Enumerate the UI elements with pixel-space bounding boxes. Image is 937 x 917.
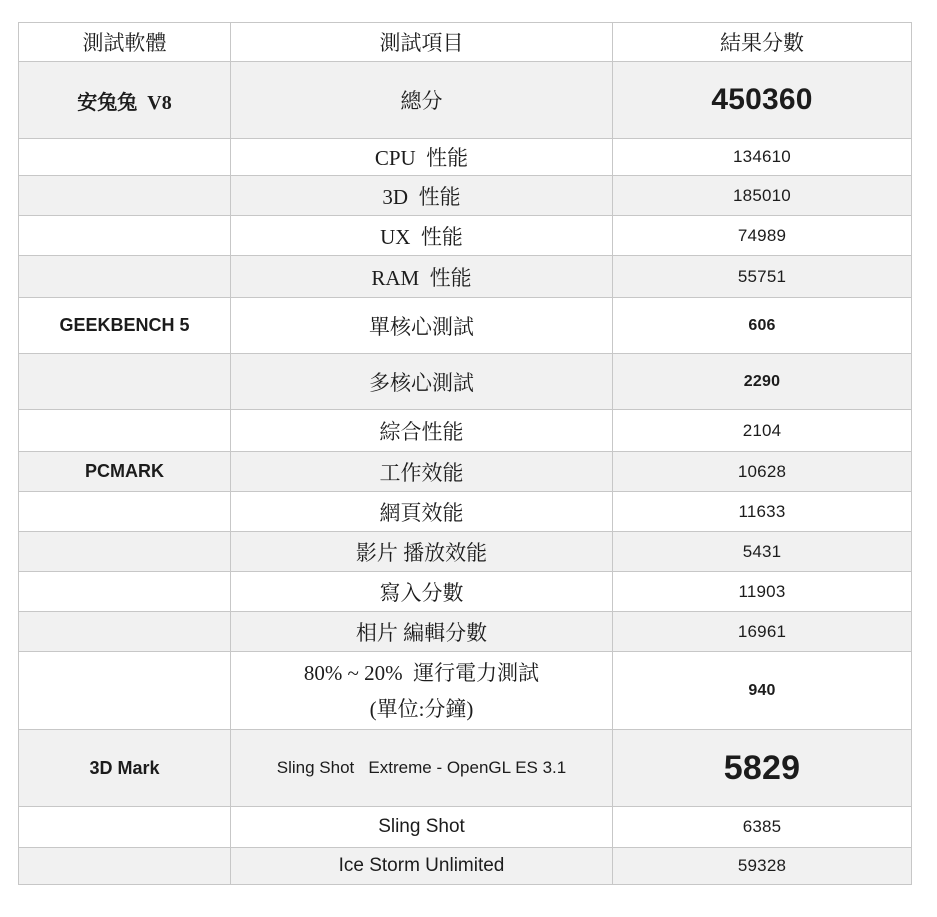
table-row xyxy=(19,572,912,612)
table-row xyxy=(19,410,912,452)
software-cell xyxy=(19,807,231,848)
item-cell: 3D 性能 xyxy=(231,176,613,216)
score-cell: 59328 xyxy=(613,848,912,885)
score-cell: 11633 xyxy=(613,492,912,532)
software-cell: PCMARK xyxy=(19,452,231,492)
software-cell xyxy=(19,652,231,730)
item-cell: Sling Shot Extreme - OpenGL ES 3.1 xyxy=(231,730,613,807)
software-cell xyxy=(19,612,231,652)
table-body xyxy=(19,62,912,885)
software-cell xyxy=(19,216,231,256)
table-row xyxy=(19,452,912,492)
score-cell: 940 xyxy=(613,652,912,730)
item-cell: 網頁效能 xyxy=(231,492,613,532)
item-cell: 單核心測試 xyxy=(231,298,613,354)
table-row xyxy=(19,256,912,298)
item-cell: Ice Storm Unlimited xyxy=(231,848,613,885)
table-row xyxy=(19,492,912,532)
software-cell xyxy=(19,176,231,216)
benchmark-table xyxy=(18,22,912,885)
table-row xyxy=(19,354,912,410)
software-cell: 安兔兔 V8 xyxy=(19,62,231,139)
item-cell: 相片 編輯分數 xyxy=(231,612,613,652)
software-cell xyxy=(19,354,231,410)
score-cell: 74989 xyxy=(613,216,912,256)
item-cell: RAM 性能 xyxy=(231,256,613,298)
benchmark-results-table xyxy=(18,22,912,885)
software-cell xyxy=(19,410,231,452)
score-cell: 5431 xyxy=(613,532,912,572)
item-cell: CPU 性能 xyxy=(231,139,613,176)
table-row xyxy=(19,652,912,730)
software-cell: GEEKBENCH 5 xyxy=(19,298,231,354)
table-row xyxy=(19,62,912,139)
table-row xyxy=(19,139,912,176)
score-cell: 2104 xyxy=(613,410,912,452)
item-line-2: (單位:分鐘) xyxy=(369,696,474,721)
column-header-software: 測試軟體 xyxy=(19,23,231,62)
software-cell xyxy=(19,139,231,176)
item-cell: Sling Shot xyxy=(231,807,613,848)
score-cell: 5829 xyxy=(613,730,912,807)
score-cell: 185010 xyxy=(613,176,912,216)
item-cell: 影片 播放效能 xyxy=(231,532,613,572)
table-row xyxy=(19,730,912,807)
header-row xyxy=(19,23,912,62)
software-cell xyxy=(19,492,231,532)
column-header-item: 測試項目 xyxy=(231,23,613,62)
score-cell: 55751 xyxy=(613,256,912,298)
score-cell: 11903 xyxy=(613,572,912,612)
software-cell: 3D Mark xyxy=(19,730,231,807)
software-cell xyxy=(19,572,231,612)
column-header-score: 結果分數 xyxy=(613,23,912,62)
score-cell: 134610 xyxy=(613,139,912,176)
item-cell xyxy=(231,652,613,730)
item-cell: 多核心測試 xyxy=(231,354,613,410)
software-cell xyxy=(19,532,231,572)
score-cell: 2290 xyxy=(613,354,912,410)
table-row xyxy=(19,532,912,572)
table-header xyxy=(19,23,912,62)
software-cell xyxy=(19,256,231,298)
table-row xyxy=(19,848,912,885)
table-row xyxy=(19,176,912,216)
score-cell: 450360 xyxy=(613,62,912,139)
item-cell: 寫入分數 xyxy=(231,572,613,612)
table-row xyxy=(19,807,912,848)
table-row xyxy=(19,298,912,354)
item-cell: UX 性能 xyxy=(231,216,613,256)
score-cell: 10628 xyxy=(613,452,912,492)
score-cell: 606 xyxy=(613,298,912,354)
score-cell: 6385 xyxy=(613,807,912,848)
item-cell: 總分 xyxy=(231,62,613,139)
score-cell: 16961 xyxy=(613,612,912,652)
table-row xyxy=(19,612,912,652)
item-cell: 綜合性能 xyxy=(231,410,613,452)
item-line-1: 80% ~ 20% 運行電力測試 xyxy=(303,660,540,685)
item-cell: 工作效能 xyxy=(231,452,613,492)
table-row xyxy=(19,216,912,256)
software-cell xyxy=(19,848,231,885)
